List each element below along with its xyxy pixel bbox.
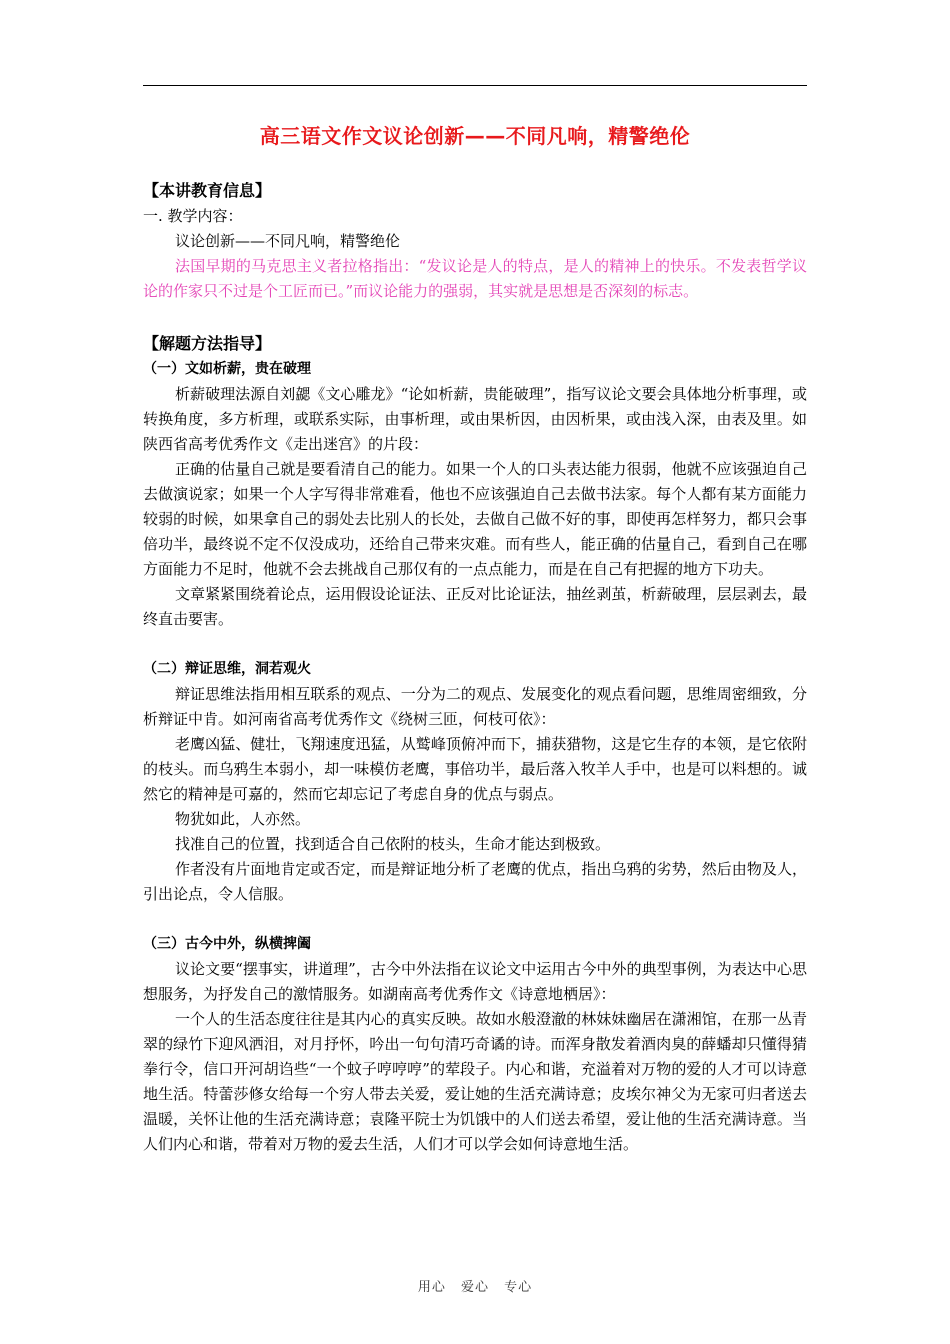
intro-quote: 法国早期的马克思主义者拉格指出：“发议论是人的特点，是人的精神上的快乐。不发表哲学议论的作家只不过是个工匠而已。”而议论能力的强弱，其实就是思想是否深刻的标志。 bbox=[143, 257, 807, 300]
part-1-paragraph: 文章紧紧围绕着论点，运用假设论证法、正反对比论证法，抽丝剥茧，析薪破理，层层剥去，最终直击要害。 bbox=[143, 585, 807, 628]
topic-line: 议论创新——不同凡响，精警绝伦 bbox=[175, 232, 401, 250]
document-body bbox=[143, 176, 807, 1157]
part-2-paragraph: 辩证思维法指用相互联系的观点、一分为二的观点、发展变化的观点看问题，思维周密细致，分析辩证中肯。如河南省高考优秀作文《绕树三匝，何枝可依》： bbox=[143, 685, 807, 728]
page-footer bbox=[0, 1276, 950, 1295]
footer-word: 专心 bbox=[504, 1280, 533, 1295]
part-1-title: （一）文如析薪，贵在破理 bbox=[143, 361, 311, 377]
spacer bbox=[143, 907, 807, 932]
header-rule bbox=[143, 85, 807, 86]
part-2-title: （二）辩证思维，洞若观火 bbox=[143, 661, 311, 677]
part-2-paragraph: 物犹如此，人亦然。 bbox=[175, 810, 311, 828]
footer-word: 用心 bbox=[417, 1280, 446, 1295]
part-2-paragraph: 作者没有片面地肯定或否定，而是辩证地分析了老鹰的优点，指出乌鸦的劣势，然后由物及人，引出论点，令人信服。 bbox=[143, 860, 807, 903]
spacer bbox=[143, 304, 807, 329]
part-3-title: （三）古今中外，纵横捭阖 bbox=[143, 936, 311, 952]
info-section-heading: 【本讲教育信息】 bbox=[143, 181, 272, 200]
page-title: 高三语文作文议论创新——不同凡响，精警绝伦 bbox=[259, 124, 691, 148]
spacer bbox=[143, 632, 807, 657]
part-1-paragraph: 正确的估量自己就是要看清自己的能力。如果一个人的口头表达能力很弱，他就不应该强迫自己去做演说家；如果一个人字写得非常难看，他也不应该强迫自己去做书法家。每个人都有某方面能力较弱的时候，如果拿自己的弱处去比别人的长处，去做自己做不好的事，即使再怎样努力，都只会事倍功半，最终说不定不仅没成功，还给自己带来灾难。而有些人，能正确的估量自己，看到自己在哪方面能力不足时，他就不会去挑战自己那仅有的一点点能力，而是在自己有把握的地方下功夫。 bbox=[143, 460, 807, 578]
footer-word: 爱心 bbox=[460, 1280, 489, 1295]
method-section-heading: 【解题方法指导】 bbox=[143, 334, 272, 353]
part-2-paragraph: 老鹰凶猛、健壮，飞翔速度迅猛，从鹫峰顶俯冲而下，捕获猎物，这是它生存的本领，是它依附的枝头。而乌鸦生本弱小，却一味模仿老鹰，事倍功半，最后落入牧羊人手中，也是可以料想的。诚然它的精神是可嘉的，然而它却忘记了考虑自身的优点与弱点。 bbox=[143, 735, 807, 803]
part-2-paragraph: 找准自己的位置，找到适合自己依附的枝头，生命才能达到极致。 bbox=[175, 835, 611, 853]
teaching-content-label: 一. 教学内容： bbox=[143, 207, 243, 225]
part-1-paragraph: 析薪破理法源自刘勰《文心雕龙》“论如析薪，贵能破理”，指写议论文要会具体地分析事理，或转换角度，多方析理，或联系实际，由事析理，或由果析因，由因析果，或由浅入深，由表及里。如陕西省高考优秀作文《走出迷宫》的片段： bbox=[143, 385, 807, 453]
part-3-paragraph: 一个人的生活态度往往是其内心的真实反映。故如水般澄澈的林妹妹幽居在潇湘馆，在那一丛青翠的绿竹下迎风洒泪，对月抒怀，吟出一句句清巧奇谲的诗。而浑身散发着酒肉臭的薛蟠却只懂得猜拳行令，信口开河胡诌些“一个蚊子哼哼哼”的荤段子。内心和谐，充溢着对万物的爱的人才可以诗意地生活。特蕾莎修女给每一个穷人带去关爱，爱让她的生活充满诗意；皮埃尔神父为无家可归者送去温暖，关怀让他的生活充满诗意；袁隆平院士为饥饿中的人们送去希望，爱让他的生活充满诗意。当人们内心和谐，带着对万物的爱去生活，人们才可以学会如何诗意地生活。 bbox=[143, 1010, 807, 1153]
part-3-paragraph: 议论文要“摆事实，讲道理”，古今中外法指在议论文中运用古今中外的典型事例，为表达中心思想服务，为抒发自己的激情服务。如湖南高考优秀作文《诗意地栖居》： bbox=[143, 960, 807, 1003]
